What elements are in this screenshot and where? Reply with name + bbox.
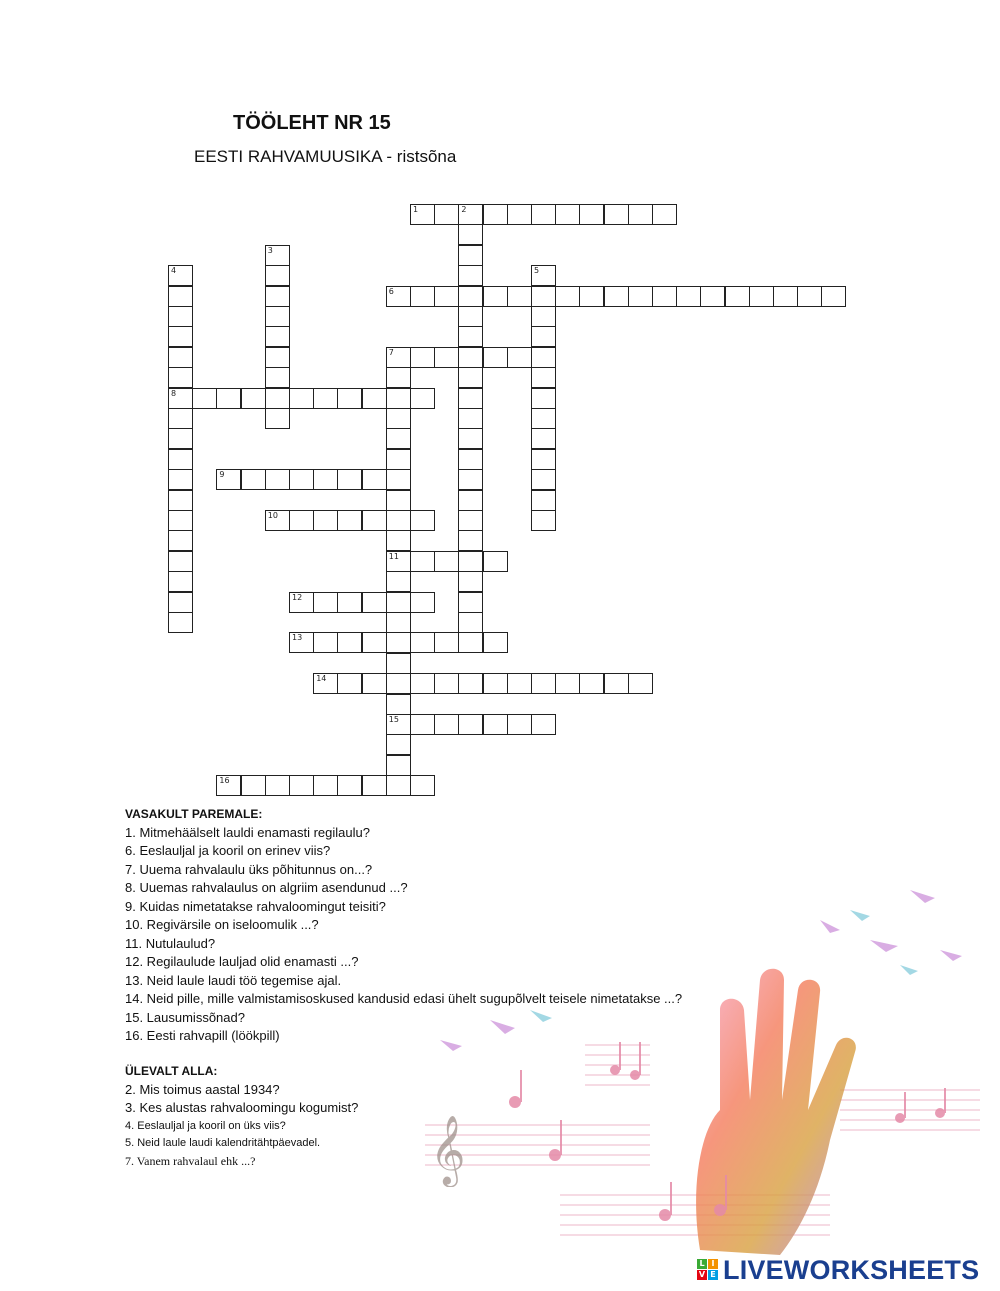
crossword-cell[interactable]: [216, 469, 241, 490]
clue-across-9: 9. Kuidas nimetatakse rahvaloomingut teisiti?: [125, 898, 386, 914]
crossword-cell[interactable]: [410, 388, 435, 409]
crossword-cell[interactable]: [483, 286, 508, 307]
crossword-cell[interactable]: [410, 632, 435, 653]
crossword-cell[interactable]: [410, 551, 435, 572]
crossword-cell[interactable]: [386, 490, 411, 511]
crossword-cell[interactable]: [604, 673, 629, 694]
crossword-cell[interactable]: [386, 653, 411, 674]
clue-down-7: 7. Vanem rahvalaul ehk ...?: [125, 1153, 256, 1168]
crossword-cell[interactable]: [265, 245, 290, 266]
crossword-cell[interactable]: [458, 224, 483, 245]
clue-across-1: 1. Mitmehäälselt lauldi enamasti regilaulu?: [125, 824, 370, 840]
crossword-cell[interactable]: [386, 673, 411, 694]
down-heading: ÜLEVALT ALLA:: [125, 1064, 218, 1078]
crossword-cell[interactable]: [458, 245, 483, 266]
crossword-cell[interactable]: [337, 632, 362, 653]
crossword-cell[interactable]: [386, 612, 411, 633]
crossword-cell[interactable]: [458, 592, 483, 613]
crossword-cell[interactable]: [410, 204, 435, 225]
clue-number: 16: [219, 776, 230, 786]
crossword-cell[interactable]: [386, 755, 411, 776]
crossword-cell[interactable]: [265, 775, 290, 796]
crossword-cell[interactable]: [410, 347, 435, 368]
crossword-cell[interactable]: [168, 490, 193, 511]
crossword-cell[interactable]: [386, 449, 411, 470]
crossword-cell[interactable]: [555, 286, 580, 307]
liveworksheets-brand: [697, 1255, 979, 1285]
logo-letter-e: E: [708, 1270, 718, 1280]
clue-number: 9: [219, 470, 225, 480]
crossword-cell[interactable]: [797, 286, 822, 307]
crossword-cell[interactable]: [531, 449, 556, 470]
clue-across-16: 16. Eesti rahvapill (löökpill): [125, 1028, 280, 1043]
crossword-cell[interactable]: [216, 775, 241, 796]
clue-across-8: 8. Uuemas rahvalaulus on algriim asendunud ...?: [125, 880, 408, 895]
crossword-cell[interactable]: [241, 388, 266, 409]
crossword-cell[interactable]: [579, 286, 604, 307]
crossword-cell[interactable]: [168, 469, 193, 490]
crossword-cell[interactable]: [821, 286, 846, 307]
crossword-cell[interactable]: [507, 673, 532, 694]
crossword-cell[interactable]: [313, 673, 338, 694]
crossword-cell[interactable]: [458, 408, 483, 429]
crossword-cell[interactable]: [555, 204, 580, 225]
crossword-cell[interactable]: [386, 367, 411, 388]
crossword-cell[interactable]: [652, 286, 677, 307]
crossword-cell[interactable]: [168, 265, 193, 286]
logo-letter-i: I: [708, 1259, 718, 1269]
clue-number: 4: [171, 266, 177, 276]
crossword-cell[interactable]: [458, 428, 483, 449]
crossword-cell[interactable]: [386, 694, 411, 715]
crossword-cell[interactable]: [386, 286, 411, 307]
crossword-cell[interactable]: [362, 592, 387, 613]
crossword-cell[interactable]: [313, 388, 338, 409]
clue-across-10: 10. Regivärsile on iseloomulik ...?: [125, 917, 319, 932]
crossword-cell[interactable]: [289, 592, 314, 613]
crossword-cell[interactable]: [410, 592, 435, 613]
clue-number: 3: [267, 245, 273, 255]
crossword-cell[interactable]: [458, 286, 483, 307]
clue-down-4: 4. Eeslauljal ja kooril on üks viis?: [125, 1119, 286, 1132]
crossword-cell[interactable]: [458, 388, 483, 409]
brand-name: LIVEWORKSHEETS: [723, 1254, 980, 1285]
crossword-cell[interactable]: [168, 388, 193, 409]
crossword-cell[interactable]: [265, 510, 290, 531]
liveworksheets-logo-icon: [697, 1259, 719, 1281]
crossword-cell[interactable]: [362, 510, 387, 531]
crossword-cell[interactable]: [458, 551, 483, 572]
across-heading: VASAKULT PAREMALE:: [125, 807, 263, 821]
crossword-cell[interactable]: [337, 510, 362, 531]
crossword-cell[interactable]: [168, 530, 193, 551]
crossword-cell[interactable]: [289, 775, 314, 796]
crossword-cell[interactable]: [410, 510, 435, 531]
crossword-cell[interactable]: [458, 204, 483, 225]
crossword-cell[interactable]: [410, 775, 435, 796]
crossword-cell[interactable]: [410, 673, 435, 694]
crossword-cell[interactable]: [168, 347, 193, 368]
crossword-cell[interactable]: [604, 286, 629, 307]
crossword-cell[interactable]: [386, 469, 411, 490]
crossword-cell[interactable]: [410, 714, 435, 735]
crossword-cell[interactable]: [531, 347, 556, 368]
crossword-cell[interactable]: [507, 286, 532, 307]
crossword-cell[interactable]: [168, 571, 193, 592]
crossword-cell[interactable]: [555, 673, 580, 694]
crossword-cell[interactable]: [531, 388, 556, 409]
crossword-cell[interactable]: [507, 347, 532, 368]
crossword-cell[interactable]: [386, 775, 411, 796]
crossword-cell[interactable]: [483, 673, 508, 694]
crossword-cell[interactable]: [337, 469, 362, 490]
clue-across-7: 7. Uuema rahvalaulu üks põhitunnus on...?: [125, 861, 373, 877]
clue-down-5: 5. Neid laule laudi kalendritähtpäevadel.: [125, 1136, 321, 1149]
crossword-cell[interactable]: [458, 469, 483, 490]
clue-down-2: 2. Mis toimus aastal 1934?: [125, 1081, 280, 1097]
clue-number: 13: [292, 633, 303, 643]
crossword-cell[interactable]: [313, 775, 338, 796]
page-subtitle: EESTI RAHVAMUUSIKA - ristsõna: [194, 147, 457, 166]
crossword-cell[interactable]: [168, 367, 193, 388]
crossword-cell[interactable]: [265, 265, 290, 286]
crossword-cell[interactable]: [628, 204, 653, 225]
clue-across-12: 12. Regilaulude lauljad olid enamasti ...?: [125, 954, 359, 969]
crossword-cell[interactable]: [531, 673, 556, 694]
crossword-cell[interactable]: [337, 673, 362, 694]
crossword-cell[interactable]: [337, 592, 362, 613]
crossword-cell[interactable]: [579, 673, 604, 694]
crossword-cell[interactable]: [458, 530, 483, 551]
clue-across-13: 13. Neid laule laudi töö tegemise ajal.: [125, 972, 342, 988]
crossword-cell[interactable]: [265, 286, 290, 307]
clue-number: 6: [388, 286, 394, 296]
crossword-cell[interactable]: [216, 388, 241, 409]
crossword-cell[interactable]: [289, 469, 314, 490]
crossword-cell[interactable]: [531, 714, 556, 735]
crossword-cell[interactable]: [168, 306, 193, 327]
crossword-cell[interactable]: [386, 714, 411, 735]
crossword-cell[interactable]: [773, 286, 798, 307]
crossword-cell[interactable]: [458, 714, 483, 735]
crossword-cell[interactable]: [337, 775, 362, 796]
crossword-cell[interactable]: [434, 551, 459, 572]
crossword-cell[interactable]: [531, 286, 556, 307]
crossword-cell[interactable]: [458, 367, 483, 388]
crossword-cell[interactable]: [313, 632, 338, 653]
crossword-cell[interactable]: [531, 265, 556, 286]
clue-number: 1: [413, 205, 419, 214]
crossword-cell[interactable]: [434, 632, 459, 653]
crossword-cell[interactable]: [458, 265, 483, 286]
logo-letter-v: V: [698, 1270, 706, 1279]
crossword-cell[interactable]: [531, 408, 556, 429]
crossword-cell[interactable]: [531, 204, 556, 225]
crossword-cell[interactable]: [676, 286, 701, 307]
crossword-cell[interactable]: [386, 428, 411, 449]
crossword-cell[interactable]: [265, 388, 290, 409]
crossword-cell[interactable]: [265, 469, 290, 490]
crossword-cell[interactable]: [483, 714, 508, 735]
crossword-cell[interactable]: [410, 286, 435, 307]
crossword-cell[interactable]: [362, 388, 387, 409]
crossword-cell[interactable]: [531, 469, 556, 490]
crossword-cell[interactable]: [700, 286, 725, 307]
crossword-cell[interactable]: [483, 551, 508, 572]
crossword-cell[interactable]: [386, 510, 411, 531]
clue-number: 12: [292, 592, 303, 602]
crossword-cell[interactable]: [725, 286, 750, 307]
clue-across-15: 15. Lausumissõnad?: [125, 1009, 245, 1025]
crossword-cell[interactable]: [168, 510, 193, 531]
crossword-cell[interactable]: [458, 673, 483, 694]
crossword-cell[interactable]: [313, 592, 338, 613]
crossword-cell[interactable]: [386, 734, 411, 755]
music-hand-illustration: [400, 870, 1000, 1270]
crossword-cell[interactable]: [531, 306, 556, 327]
crossword-cell[interactable]: [289, 388, 314, 409]
crossword-cell[interactable]: [265, 326, 290, 347]
crossword-cell[interactable]: [458, 347, 483, 368]
crossword-cell[interactable]: [168, 408, 193, 429]
crossword-cell[interactable]: [386, 632, 411, 653]
crossword-cell[interactable]: [337, 388, 362, 409]
crossword-cell[interactable]: [531, 367, 556, 388]
clue-number: 14: [316, 674, 327, 684]
crossword-cell[interactable]: [458, 612, 483, 633]
clue-number: 7: [388, 347, 394, 357]
crossword-cell[interactable]: [386, 551, 411, 572]
crossword-cell[interactable]: [168, 286, 193, 307]
crossword-cell[interactable]: [458, 632, 483, 653]
clue-number: 2: [461, 205, 467, 214]
crossword-cell[interactable]: [458, 449, 483, 470]
crossword-cell[interactable]: [168, 551, 193, 572]
crossword-cell[interactable]: [483, 632, 508, 653]
crossword-cell[interactable]: [531, 490, 556, 511]
clue-number: 11: [388, 551, 399, 561]
crossword-cell[interactable]: [168, 612, 193, 633]
crossword-cell[interactable]: [628, 286, 653, 307]
clue-number: 15: [388, 715, 399, 724]
clue-number: 8: [171, 388, 177, 398]
clue-across-14: 14. Neid pille, mille valmistamisoskused kandusid edasi ühelt sugupõlvelt teisele nimetatakse ...?: [125, 991, 683, 1006]
clue-number: 5: [534, 266, 540, 276]
crossword-cell[interactable]: [458, 490, 483, 511]
svg-text:𝄞: 𝄞: [430, 1115, 466, 1185]
crossword-cell[interactable]: [265, 367, 290, 388]
crossword-cell[interactable]: [458, 326, 483, 347]
down-clues: [125, 1062, 358, 1170]
crossword-cell[interactable]: [192, 388, 217, 409]
crossword-cell[interactable]: [434, 714, 459, 735]
crossword-cell[interactable]: [652, 204, 677, 225]
crossword-cell[interactable]: [483, 347, 508, 368]
crossword-cell[interactable]: [168, 592, 193, 613]
crossword-cell[interactable]: [313, 469, 338, 490]
crossword-cell[interactable]: [313, 510, 338, 531]
crossword-cell[interactable]: [386, 592, 411, 613]
clue-down-3: 3. Kes alustas rahvaloomingu kogumist?: [125, 1100, 359, 1115]
crossword-cell[interactable]: [386, 347, 411, 368]
crossword-cell[interactable]: [362, 673, 387, 694]
clue-across-11: 11. Nutulaulud?: [125, 935, 216, 951]
crossword-cell[interactable]: [362, 632, 387, 653]
crossword-cell[interactable]: [362, 775, 387, 796]
clue-across-6: 6. Eeslauljal ja kooril on erinev viis?: [125, 843, 331, 858]
crossword-cell[interactable]: [289, 632, 314, 653]
crossword-cell[interactable]: [362, 469, 387, 490]
crossword-cell[interactable]: [507, 714, 532, 735]
crossword-cell[interactable]: [458, 571, 483, 592]
crossword-cell[interactable]: [434, 286, 459, 307]
crossword-cell[interactable]: [434, 673, 459, 694]
crossword-cell[interactable]: [434, 204, 459, 225]
crossword-cell[interactable]: [265, 306, 290, 327]
crossword-cell[interactable]: [241, 775, 266, 796]
crossword-cell[interactable]: [531, 326, 556, 347]
crossword-cell[interactable]: [168, 326, 193, 347]
clue-number: 10: [267, 511, 278, 520]
crossword-cell[interactable]: [458, 510, 483, 531]
logo-letter-l: L: [697, 1259, 707, 1269]
page-title: TÖÖLEHT NR 15: [233, 112, 391, 134]
crossword-cell[interactable]: [749, 286, 774, 307]
crossword-cell[interactable]: [386, 388, 411, 409]
crossword-cell[interactable]: [507, 204, 532, 225]
crossword-cell[interactable]: [265, 347, 290, 368]
crossword-cell[interactable]: [386, 530, 411, 551]
crossword-cell[interactable]: [434, 347, 459, 368]
crossword-cell[interactable]: [386, 571, 411, 592]
crossword-cell[interactable]: [628, 673, 653, 694]
crossword-cell[interactable]: [531, 428, 556, 449]
crossword-cell[interactable]: [483, 204, 508, 225]
crossword-cell[interactable]: [386, 408, 411, 429]
crossword-cell[interactable]: [579, 204, 604, 225]
crossword-cell[interactable]: [168, 428, 193, 449]
crossword-cell[interactable]: [604, 204, 629, 225]
crossword-cell[interactable]: [168, 449, 193, 470]
crossword-cell[interactable]: [265, 408, 290, 429]
crossword-cell[interactable]: [289, 510, 314, 531]
crossword-cell[interactable]: [241, 469, 266, 490]
crossword-cell[interactable]: [531, 510, 556, 531]
crossword-cell[interactable]: [458, 306, 483, 327]
